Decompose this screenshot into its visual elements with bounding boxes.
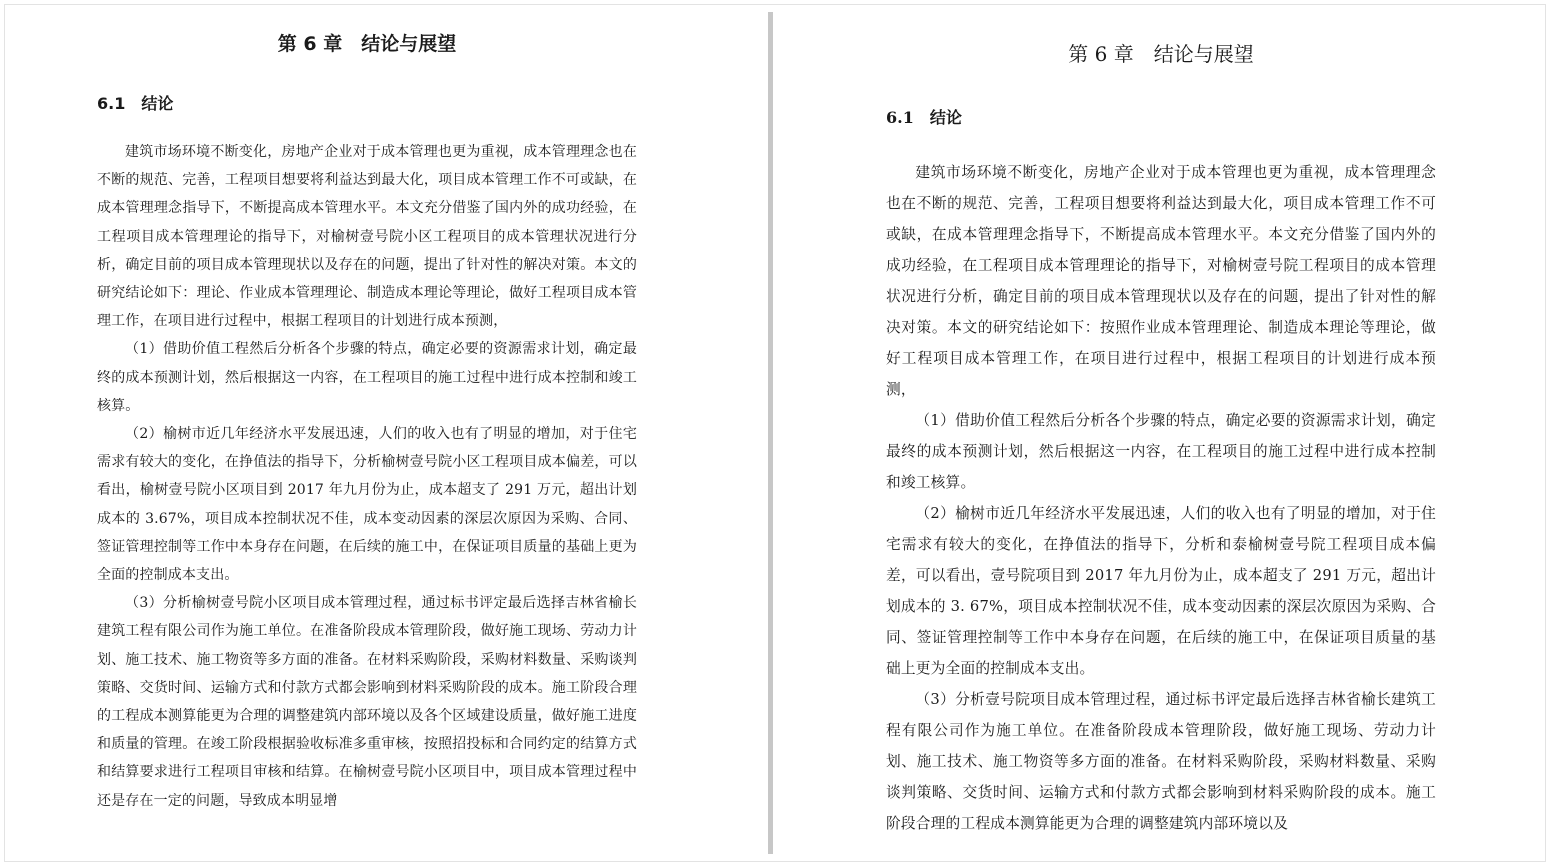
paragraph-point-1: （1）借助价值工程然后分析各个步骤的特点，确定必要的资源需求计划，确定最终的成本预测计划，然后根据这一内容，在工程项目的施工过程中进行成本控制和竣工核算。 [886, 412, 1436, 491]
chapter-title: 第 6 章 结论与展望 [1068, 42, 1254, 66]
right-document-page [886, 40, 1436, 862]
paragraph-intro: 建筑市场环境不断变化，房地产企业对于成本管理也更为重视，成本管理理念也在不断的规范、完善，工程项目想要将利益达到最大化，项目成本管理工作不可或缺，在成本管理理念指导下，不断提高成本管理水平。本文充分借鉴了国内外的成功经验，在工程项目成本管理理论的指导下，对榆树壹号院小区工程项目的成本管理状况进行分析，确定目前的项目成本管理现状以及存在的问题，提出了针对性的解决对策。本文的研究结论如下：理论、作业成本管理理论、制造成本理论等理论，做好工程项目成本管理工作，在项目进行过程中，根据工程项目的计划进行成本预测， [97, 144, 637, 330]
paragraph-point-1: （1）借助价值工程然后分析各个步骤的特点，确定必要的资源需求计划，确定最终的成本预测计划，然后根据这一内容，在工程项目的施工过程中进行成本控制和竣工核算。 [97, 341, 637, 414]
paragraph-point-3: （3）分析壹号院项目成本管理过程，通过标书评定最后选择吉林省榆长建筑工程有限公司作为施工单位。在准备阶段成本管理阶段，做好施工现场、劳动力计划、施工技术、施工物资等多方面的准备。在材料采购阶段，采购材料数量、采购谈判策略、交货时间、运输方式和付款方式都会影响到材料采购阶段的成本。施工阶段合理的工程成本测算能更为合理的调整建筑内部环境以及 [886, 691, 1436, 832]
paragraph-point-2: （2）榆树市近几年经济水平发展迅速，人们的收入也有了明显的增加，对于住宅需求有较大的变化，在挣值法的指导下，分析和泰榆树壹号院工程项目成本偏差，可以看出，壹号院项目到 2017 年九月份为止，成本超支了 291 万元，超出计划成本的 3. 67%，项目成本控制状况不佳，成本变动因素的深层次原因为采购、合同、签证管理控制等工作中本身存在问题，在后续的施工中，在保证项目质量的基础上更为全面的控制成本支出。 [886, 505, 1436, 677]
page-divider [768, 12, 773, 854]
section-title: 6.1 结论 [886, 108, 962, 127]
paragraph-point-3: （3）分析榆树壹号院小区项目成本管理过程，通过标书评定最后选择吉林省榆长建筑工程有限公司作为施工单位。在准备阶段成本管理阶段，做好施工现场、劳动力计划、施工技术、施工物资等多方面的准备。在材料采购阶段，采购材料数量、采购谈判策略、交货时间、运输方式和付款方式都会影响到材料采购阶段的成本。施工阶段合理的工程成本测算能更为合理的调整建筑内部环境以及各个区域建设质量，做好施工进度和质量的管理。在竣工阶段根据验收标准多重审核，按照招投标和合同约定的结算方式和结算要求进行工程项目审核和结算。在榆树壹号院小区项目中，项目成本管理过程中还是存在一定的问题，导致成本明显增 [97, 595, 637, 809]
section-title: 6.1 结论 [97, 94, 174, 113]
chapter-title: 第 6 章 结论与展望 [277, 33, 457, 55]
paragraph-intro: 建筑市场环境不断变化，房地产企业对于成本管理也更为重视，成本管理理念也在不断的规范、完善，工程项目想要将利益达到最大化，项目成本管理工作不可或缺，在成本管理理念指导下，不断提高成本管理水平。本文充分借鉴了国内外的成功经验，在工程项目成本管理理论的指导下，对榆树壹号院工程项目的成本管理状况进行分析，确定目前的项目成本管理现状以及存在的问题，提出了针对性的解决对策。本文的研究结论如下：按照作业成本管理理论、制造成本理论等理论，做好工程项目成本管理工作，在项目进行过程中，根据工程项目的计划进行成本预测， [886, 164, 1436, 398]
paragraph-point-2: （2）榆树市近几年经济水平发展迅速，人们的收入也有了明显的增加，对于住宅需求有较大的变化，在挣值法的指导下，分析榆树壹号院小区工程项目成本偏差，可以看出，榆树壹号院小区项目到 2017 年九月份为止，成本超支了 291 万元，超出计划成本的 3.67%，项目成本控制状况不佳，成本变动因素的深层次原因为采购、合同、签证管理控制等工作中本身存在问题，在后续的施工中，在保证项目质量的基础上更为全面的控制成本支出。 [97, 426, 637, 584]
left-document-page [97, 30, 637, 862]
